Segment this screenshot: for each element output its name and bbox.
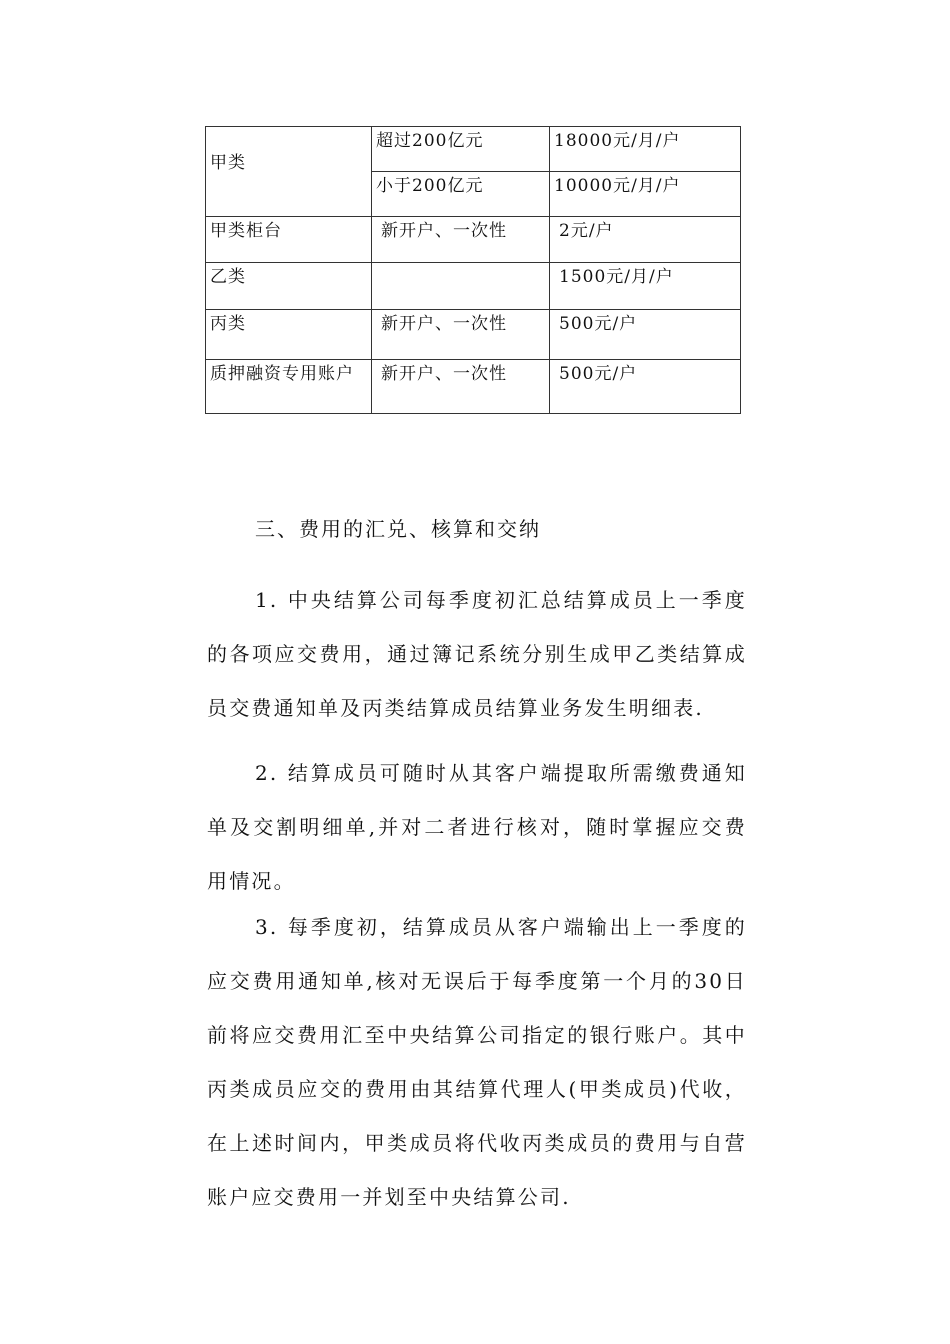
table-row bbox=[206, 360, 741, 414]
condition-cell: 小于200亿元 bbox=[372, 172, 550, 217]
condition-cell: 新开户、一次性 bbox=[372, 217, 550, 263]
section-heading: 三、费用的汇兑、核算和交纳 bbox=[255, 517, 541, 541]
fee-cell: 2元/户 bbox=[550, 217, 741, 263]
table-row bbox=[206, 217, 741, 263]
member-category-cell: 乙类 bbox=[206, 263, 372, 310]
member-category-cell: 丙类 bbox=[206, 310, 372, 360]
condition-cell: 新开户、一次性 bbox=[372, 310, 550, 360]
paragraph-2: 2. 结算成员可随时从其客户端提取所需缴费通知单及交割明细单,并对二者进行核对，随时掌握应交费用情况。 bbox=[207, 761, 747, 893]
member-category-cell: 甲类 bbox=[206, 127, 372, 217]
fee-cell: 500元/户 bbox=[550, 310, 741, 360]
condition-cell: 超过200亿元 bbox=[372, 127, 550, 172]
member-category-cell: 甲类柜台 bbox=[206, 217, 372, 263]
paragraph-1: 1. 中央结算公司每季度初汇总结算成员上一季度的各项应交费用，通过簿记系统分别生成甲乙类结算成员交费通知单及丙类结算成员结算业务发生明细表. bbox=[207, 588, 747, 720]
condition-cell: 新开户、一次性 bbox=[372, 360, 550, 414]
fee-cell: 500元/户 bbox=[550, 360, 741, 414]
member-category-cell: 质押融资专用账户 bbox=[206, 360, 372, 414]
table-row bbox=[206, 310, 741, 360]
paragraph-3: 3. 每季度初，结算成员从客户端输出上一季度的应交费用通知单,核对无误后于每季度第一个月的30日前将应交费用汇至中央结算公司指定的银行账户。其中丙类成员应交的费用由其结算代理人(甲类成员)代收，在上述时间内，甲类成员将代收丙类成员的费用与自营账户应交费用一并划至中央结算公司. bbox=[207, 915, 747, 1209]
condition-cell bbox=[372, 263, 550, 310]
fee-cell: 10000元/月/户 bbox=[550, 172, 741, 217]
fee-cell: 1500元/月/户 bbox=[550, 263, 741, 310]
fee-table bbox=[205, 126, 741, 414]
fee-cell: 18000元/月/户 bbox=[550, 127, 741, 172]
table-row bbox=[206, 263, 741, 310]
table-row bbox=[206, 127, 741, 172]
